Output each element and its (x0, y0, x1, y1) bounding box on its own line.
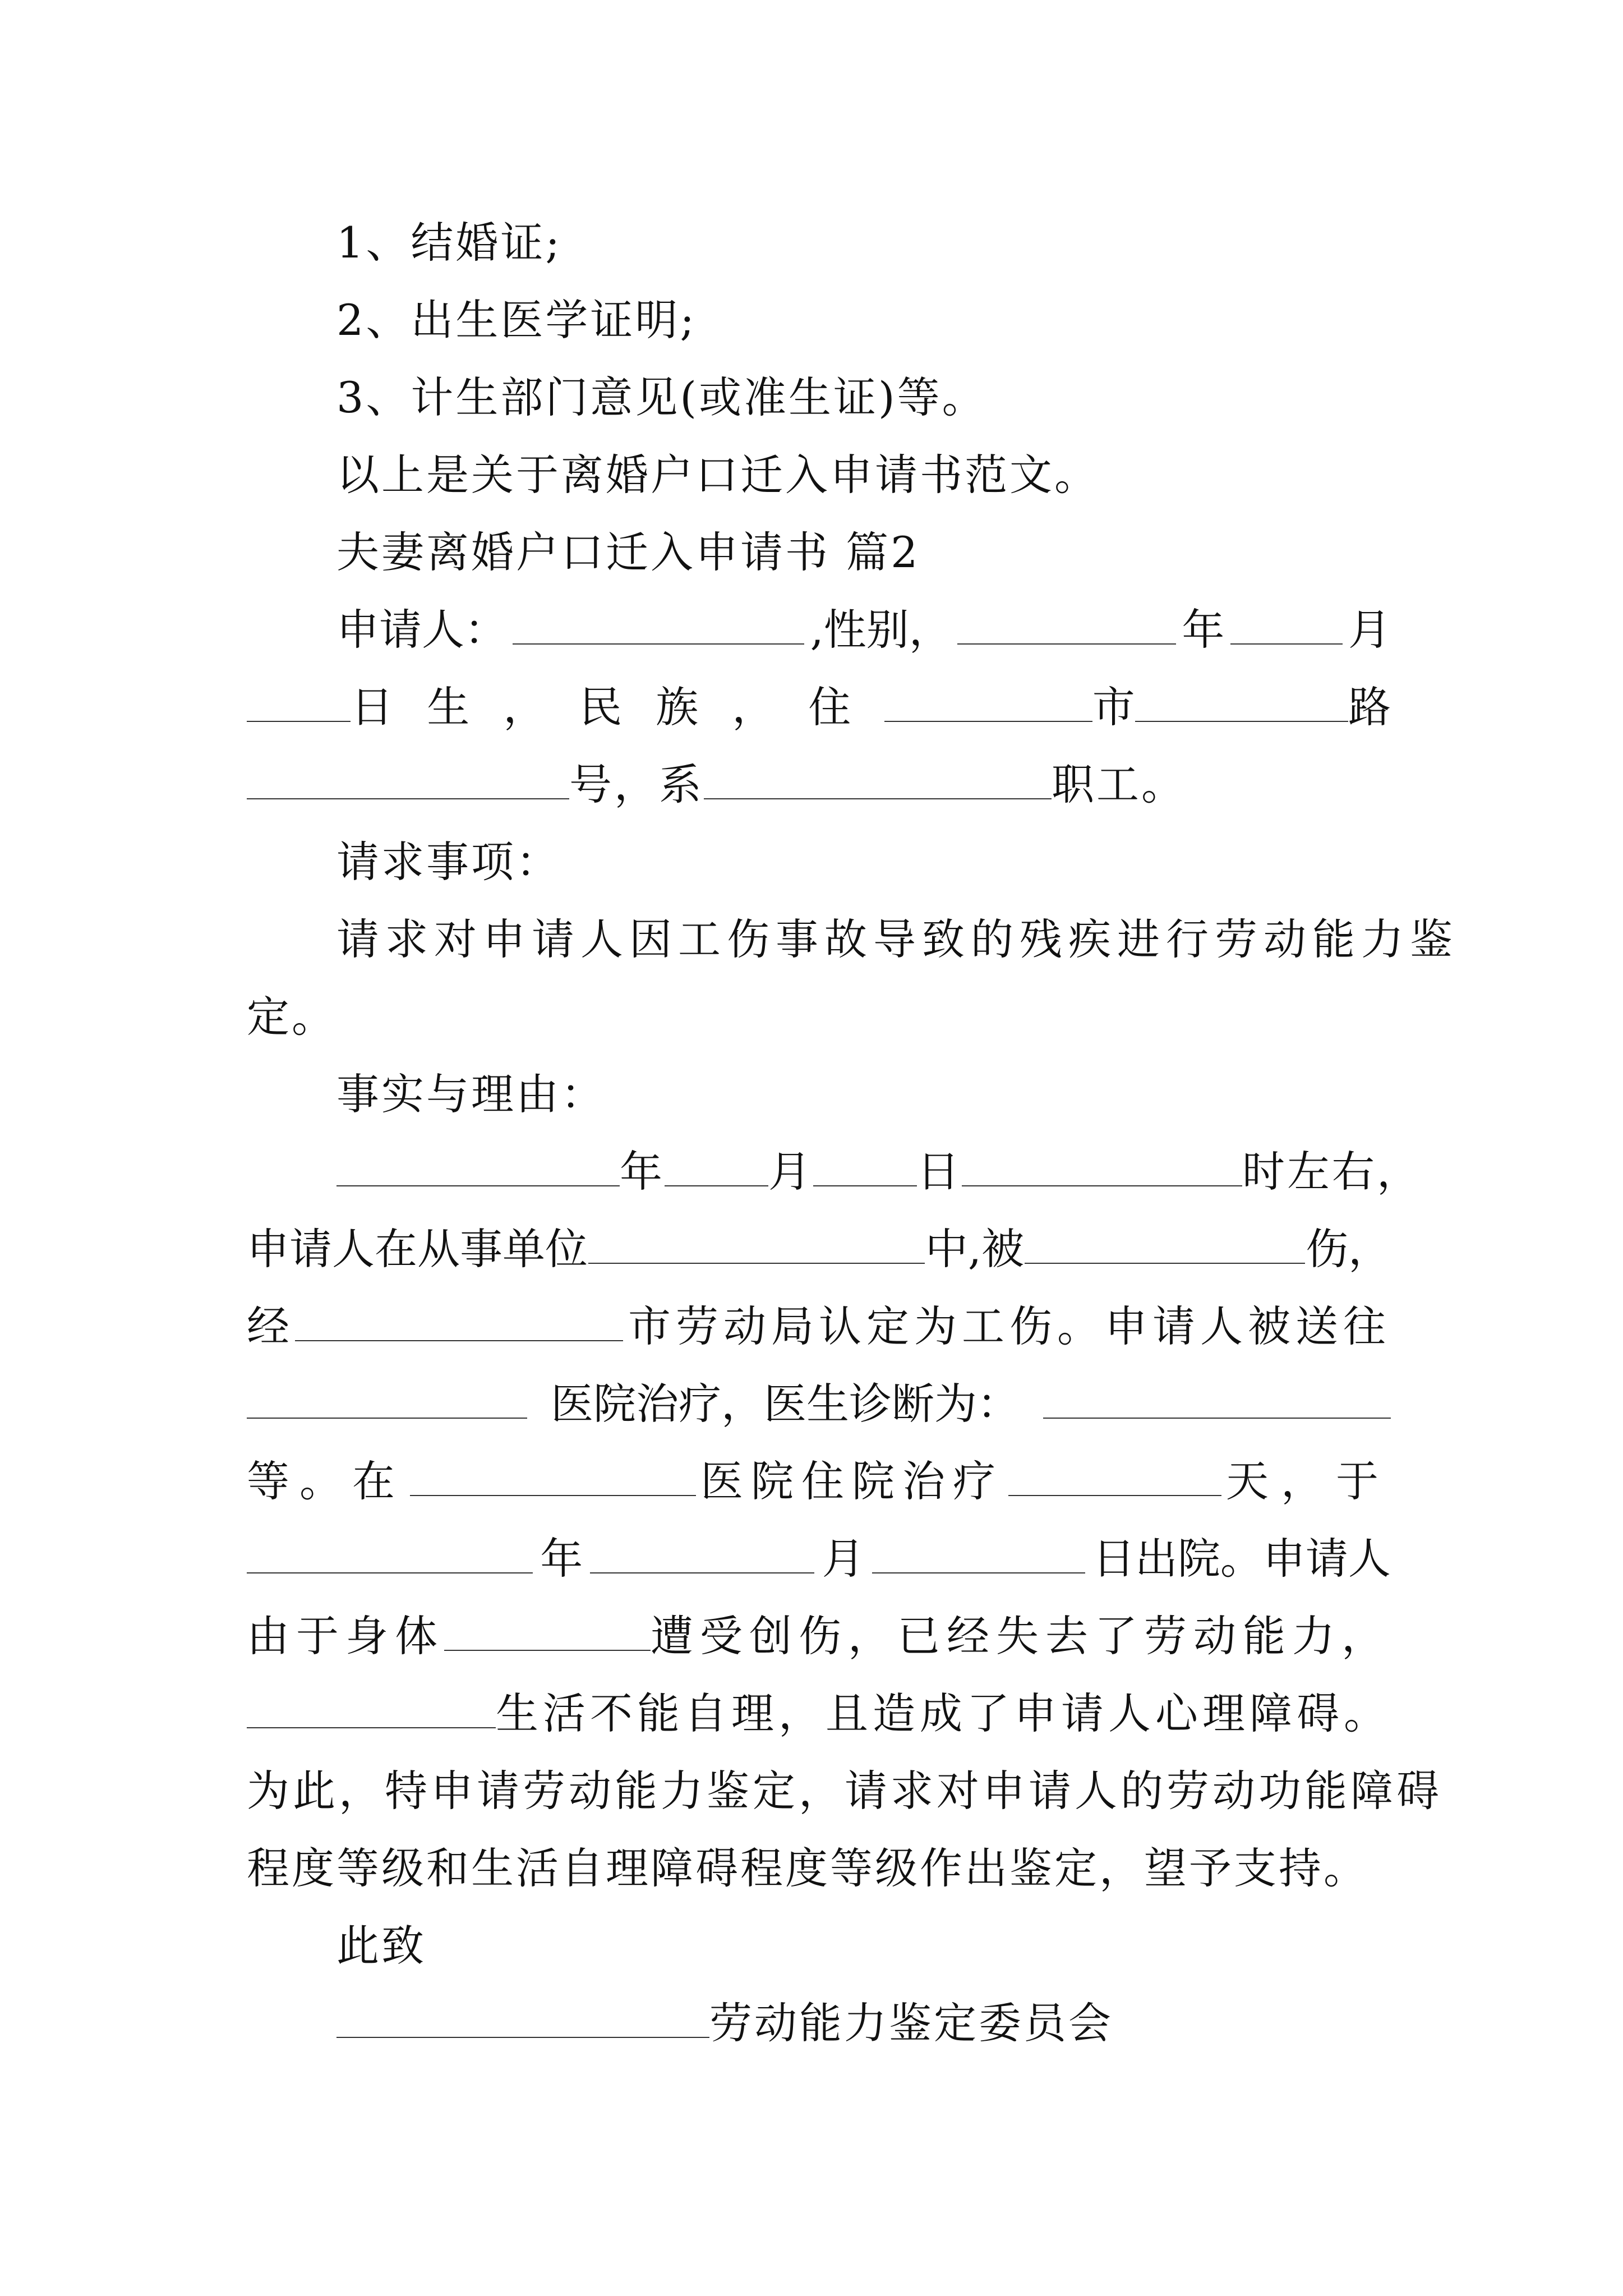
diagnosis-blank (1043, 1382, 1391, 1419)
incident-month-blank (665, 1149, 768, 1186)
list-item-1: 1、结婚证; (336, 218, 562, 268)
request-line-1: 请求对申请人因工伤事故导致的残疾进行劳动能力鉴 (336, 914, 1459, 964)
labor-bureau-blank (295, 1304, 623, 1341)
facts-line-5 (247, 1453, 1391, 1510)
request-heading: 请求事项： (336, 837, 561, 887)
gender-label: ,性别， (810, 605, 952, 655)
birth-month-blank (1230, 608, 1343, 645)
city-label: 市 (1092, 682, 1135, 732)
facts-text: 年 (540, 1534, 583, 1584)
incident-year-blank (336, 1149, 620, 1186)
applicant-label: 申请人： (336, 605, 507, 655)
discharge-month-blank (590, 1536, 814, 1573)
facts-text: 月 (822, 1534, 865, 1584)
section-title: 夫妻离婚户口迁入申请书 篇2 (336, 527, 920, 577)
facts-text: 遭受创伤，已经失去了劳动能力， (651, 1611, 1391, 1661)
injury-cause-blank (1025, 1227, 1305, 1264)
applicant-line-3 (247, 757, 1186, 813)
discharge-day-blank (872, 1536, 1085, 1573)
days-blank (1008, 1459, 1221, 1496)
list-item-3: 3、计生部门意见(或准生证)等。 (336, 372, 987, 422)
month-label: 月 (1348, 605, 1391, 655)
number-blank (247, 762, 569, 799)
facts-text: 中,被 (925, 1224, 1025, 1274)
day-label: 日 (917, 1147, 962, 1197)
facts-line-8 (247, 1686, 1391, 1742)
facts-line-9: 为此，特申请劳动能力鉴定，请求对申请人的劳动功能障碍 (247, 1766, 1442, 1816)
facts-text: 生活不能自理，且造成了申请人心理障碍。 (496, 1688, 1391, 1738)
worker-label: 职工。 (1052, 760, 1186, 809)
facts-heading: 事实与理由： (336, 1069, 606, 1119)
road-label: 路 (1348, 682, 1391, 732)
incident-day-blank (813, 1149, 917, 1186)
applicant-line-2 (247, 679, 1391, 735)
facts-text: 等。在 (247, 1456, 405, 1506)
inpatient-hospital-blank (410, 1459, 696, 1496)
facts-text: 由于身体 (247, 1611, 444, 1661)
employer-blank (704, 762, 1052, 799)
facts-line-2 (247, 1221, 1391, 1277)
facts-line-7 (247, 1608, 1391, 1664)
facts-text: 天，于 (1226, 1456, 1391, 1506)
facts-text: 伤， (1305, 1224, 1391, 1274)
facts-text: 医院治疗，医生诊断为： (551, 1379, 1020, 1429)
salutation: 此致 (336, 1921, 426, 1971)
work-task-blank (588, 1227, 925, 1264)
condition-blank (247, 1691, 496, 1728)
facts-text: 申请人在从事单位 (247, 1224, 588, 1274)
facts-text: 医院住院治疗 (700, 1456, 1003, 1506)
discharge-year-blank (247, 1536, 533, 1573)
incident-time-blank (962, 1149, 1242, 1186)
body-part-blank (444, 1614, 651, 1651)
facts-line-3 (247, 1299, 1391, 1355)
facts-line-4 (247, 1376, 1391, 1432)
facts-line-6 (247, 1531, 1391, 1587)
address-blank (884, 685, 1092, 722)
month-label: 月 (768, 1147, 813, 1197)
list-item-2: 2、出生医学证明; (336, 295, 697, 345)
birth-year-blank (957, 608, 1176, 645)
time-label: 时左右， (1242, 1147, 1422, 1197)
facts-text: 经 (247, 1301, 289, 1351)
year-label: 年 (1182, 605, 1225, 655)
facts-text: 市劳动局认定为工伤。申请人被送往 (628, 1301, 1391, 1351)
recipient-line (336, 1995, 1113, 2051)
applicant-line-1 (336, 602, 1391, 658)
facts-text: 日出院。申请人 (1092, 1534, 1391, 1584)
committee-blank (336, 2001, 709, 2038)
year-label: 年 (620, 1147, 665, 1197)
hospital-blank (247, 1382, 527, 1419)
number-label: 号，系 (569, 760, 704, 809)
closing-sentence: 以上是关于离婚户口迁入申请书范文。 (336, 450, 1099, 500)
road-blank (1135, 685, 1348, 722)
request-line-2: 定。 (247, 992, 336, 1042)
birth-label: 日生，民族，住 (351, 682, 885, 732)
recipient: 劳动能力鉴定委员会 (709, 1998, 1113, 2048)
facts-line-1 (336, 1144, 1422, 1200)
birth-day-blank (247, 685, 351, 722)
name-blank (513, 608, 804, 645)
facts-line-10: 程度等级和生活自理障碍程度等级作出鉴定，望予支持。 (247, 1843, 1368, 1893)
